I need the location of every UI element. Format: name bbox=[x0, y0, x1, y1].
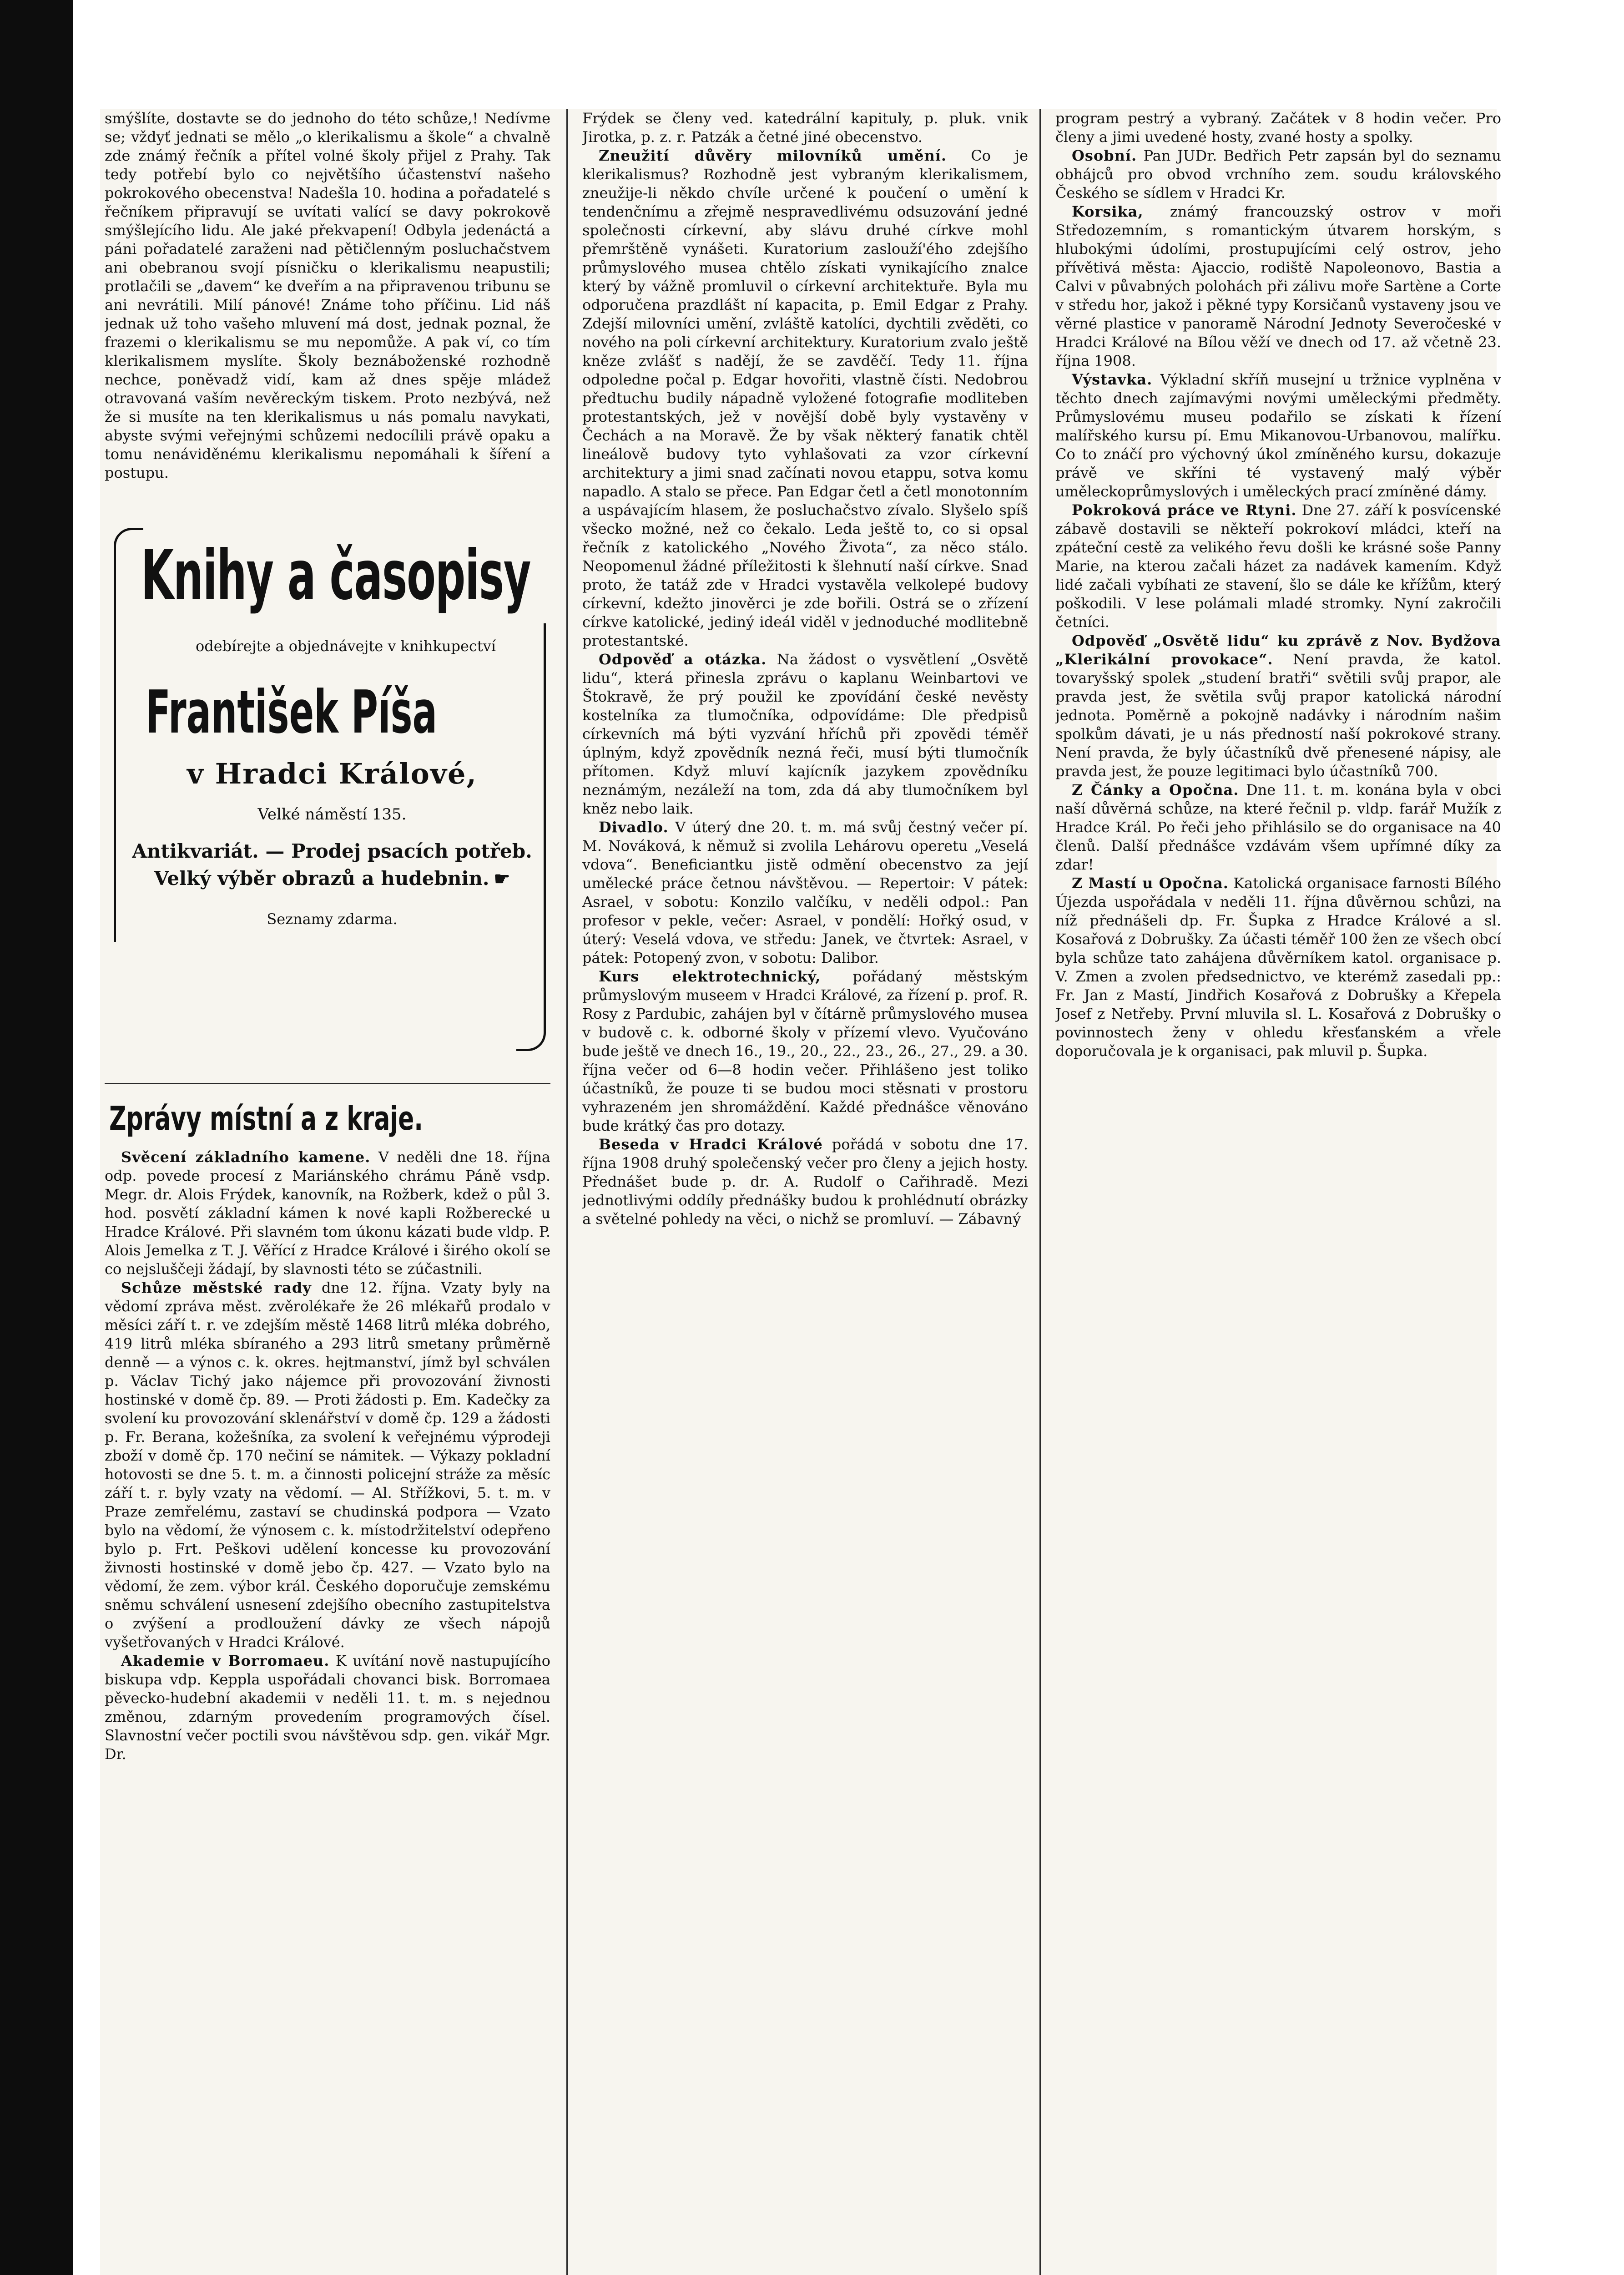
news-item bbox=[582, 147, 1028, 650]
news-item bbox=[105, 1652, 550, 1764]
news-item-lead: Zneužití důvěry milovníků umění. bbox=[599, 147, 947, 164]
news-item bbox=[1055, 874, 1501, 1061]
news-item bbox=[1055, 781, 1501, 874]
news-item-text: Na žádost o vysvětlení „Osvětě lidu“, která přinesla zprávu o kaplanu Weinbartovi ve Štokravě, že prý použil ke zpovídání české nevěsty kostelníka za tlumočníka, odpovídáme: Dle předpisů církevních má býti vyzvání hříchů při zpovědi téměř úplným, když zpovědník nezná řeči, musí býti tlumočník přítomen. Když mluví kajícník jazykem zpovědníku neznámým, nezáleží na tom, zda dá aby tlumočníkem byl kněz nebo laik. bbox=[582, 651, 1028, 817]
news-item bbox=[105, 1148, 550, 1279]
news-item bbox=[105, 1279, 550, 1652]
news-item bbox=[1055, 202, 1501, 370]
news-item-lead: Z Mastí u Opočna. bbox=[1072, 875, 1229, 892]
news-item-text: známý francouzský ostrov v moři Středozemním, s romantickým útvarem horským, s hlubokými údolími, prostupujícími celý ostrov, jeho přívětivá města: Ajaccio, rodiště Napoleonovo, Bastia a Calvi v půvabných polohách při zálivu moře Sartène a Corte v středu hor, jakož i pěkné typy Korsičanů vystaveny jsou ve věrné plastice v panoramě Národní Jednoty Severočeské v Hradci Králové na Bílou věží ve dnech od 17. až včetně 23. října 1908. bbox=[1055, 203, 1501, 369]
news-item-text: Katolická organisace farnosti Bílého Újezda uspořádala v neděli 11. října důvěrnou schůzi, na níž přednášeli dp. Fr. Šupka z Hradce Králové a sl. Kosařová z Dobrušky. Za účasti téměř 100 žen ze všech obcí byla schůze tato zahájena důvěrníkem katol. organisace p. V. Zmen a zvolen předsednictvo, ve kterémž zasedali pp.: Fr. Jan z Mastí, Jindřich Kosařová z Dobrušky a Křepela Josef z Netřeby. První mluvila sl. L. Kosařová z Dobrušky o povinnostech ženy v ohledu křesťanském a vřele doporučovala je k organisaci, pak mluvil p. Šupka. bbox=[1055, 875, 1501, 1060]
news-item bbox=[1055, 632, 1501, 781]
news-item bbox=[1055, 147, 1501, 202]
news-item-text: Frýdek se členy ved. katedrální kapituly, p. pluk. vnik Jirotka, p. z. r. Patzák a četné jiné obecenstvo. bbox=[582, 110, 1028, 146]
news-item-lead: Výstavka. bbox=[1072, 371, 1153, 388]
news-item-lead: Z Čánky a Opočna. bbox=[1072, 781, 1239, 799]
news-item-text: dne 12. října. Vzaty byly na vědomí zpráva měst. zvěrolékaře že 26 mlékařů prodalo v měsíci září t. r. ve zdejším městě 1468 litrů mléka dobrého, 419 litrů mléka sbíraného a 293 litrů smetany průměrně denně — a výnos c. k. okres. hejtmanství, jímž byl schválen p. Václav Tichý jako nájemce při provozování živnosti hostinské v domě čp. 89. — Proti žádosti p. Em. Kadečky za svolení ku provozování sklenářství v domě čp. 129 a žádosti p. Fr. Berana, kožešníka, za svolení k veřejnému výprodeji zboží v domě čp. 170 nečiní se námitek. — Výkazy pokladní hotovosti se dne 5. t. m. a činnosti policejní stráže za měsíc září t. r. byly vzaty na vědomí. — Al. Střížkovi, 5. t. m. v Praze zemřelému, zastaví se chudinská podpora — Vzato bylo na vědomí, že výnosem c. k. místodržitelství odepřeno bylo p. Frt. Peškovi udělení koncesse ku provozování živnosti hostinské v domě jebo čp. 427. — Vzato bylo na vědomí, že zem. výbor král. Českého doporučuje zemskému sněmu schválení usnesení zdejšího obecního zastupitelstva o zvýšení a prodloužení dávky ze všech nápojů vyšetřovaných v Hradci Králové. bbox=[105, 1279, 550, 1651]
ad-corner-ornament bbox=[114, 528, 143, 557]
news-item-lead: Akademie v Borromaeu. bbox=[121, 1652, 330, 1669]
ad-corner-ornament bbox=[516, 1021, 546, 1051]
ad-city: v Hradci Králové, bbox=[187, 757, 477, 790]
news-item-text: Výkladní skříň musejní u tržnice vyplněna v těchto dnech zajímavými novými uměleckými předměty. Průmyslovému museu podařilo se získati k řízení malířského kursu pí. Emu Mikanovou-Urbanovou, malířku. Co to znáčí pro výchovný úkol zmíněného kursu, dokazuje právě ve skříni té vystavený malý výběr uměleckoprůmyslových i uměleckých prací zmíněné dámy. bbox=[1055, 371, 1501, 500]
section-title: Zprávy místní a z kraje. bbox=[109, 1099, 423, 1138]
news-item-lead: Pokroková práce ve Rtyni. bbox=[1072, 501, 1297, 519]
news-item-lead: Korsika, bbox=[1072, 203, 1144, 220]
news-item-lead: Schůze městské rady bbox=[121, 1279, 312, 1296]
column-1 bbox=[105, 109, 550, 2275]
news-item-lead: Beseda v Hradci Králové bbox=[599, 1136, 823, 1153]
ad-headline: Knihy a časopisy bbox=[141, 536, 531, 615]
news-item bbox=[1055, 501, 1501, 632]
ad-services-line: Antikvariát. — Prodej psacích potřeb. bbox=[132, 840, 532, 862]
news-item bbox=[582, 1135, 1028, 1228]
ad-bookseller-name: František Píša bbox=[146, 677, 437, 747]
news-item-lead: Divadlo. bbox=[599, 819, 669, 836]
scan-margin bbox=[0, 0, 73, 2275]
ad-address: Velké náměstí 135. bbox=[257, 805, 407, 824]
news-item bbox=[582, 818, 1028, 967]
news-item-lead: Osobní. bbox=[1072, 147, 1137, 164]
news-item-text: pořádá v sobotu dne 17. října 1908 druhý společenský večer pro členy a jejich hosty. Přednášet bude p. dr. A. Rudolf o Cařihradě. Mezi jednotlivými oddíly přednášky budou k prohlédnutí obrázky a světelné pohledy na věci, o nichž se promluví. — Zábavný bbox=[582, 1136, 1028, 1228]
column-3 bbox=[1055, 109, 1501, 2275]
ad-selection-line bbox=[132, 869, 532, 888]
news-item bbox=[582, 650, 1028, 818]
ad-subline: odebírejte a objednávejte v knihkupectví bbox=[195, 637, 496, 655]
news-item-lead: Kurs elektrotechnický, bbox=[599, 968, 821, 985]
section-divider bbox=[105, 1083, 550, 1084]
column-rule bbox=[1039, 109, 1041, 2275]
ad-border-left bbox=[114, 551, 116, 942]
news-item bbox=[582, 109, 1028, 147]
news-item-text: Co je klerikalismus? Rozhodně jest vybraným klerikalismem, zneužije-li někdo chvíle určené k poučení o umění k tendenčnímu a zřejmě nespravedlivému odsuzování jedné společnosti církevní, aby slávu druhé církve mohl přemrštěně vynášeti. Kuratorium zaslouží'ého zdejšího průmyslového musea chtělo získati vynikajícího znalce který by vážně promluvil o církevní architektuře. Byla mu odporučena prazdlášt ní kapacita, p. Emil Edgar z Prahy. Zdejší milovníci umění, zvláště katolíci, dychtili zvěděti, co nového na poli církevní architektury. Kuratorium zvalo ještě kněze zvlášť s nadějí, že se zavděčí. Tedy 11. října odpoledne počal p. Edgar hovořiti, vlastně čísti. Nedobrou předtuchu budily nápadně vyložené fotografie modliteben protestantských, jež v novější době byly vystavěny v Čechách a na Moravě. Že by však některý fanatik chtěl lineálově budovy tyto vyhlašovati za vzor církevní architektury a jimi snad začínati novou etappu, sotva komu napadlo. A stalo se přece. Pan Edgar četl a četl monotonním a uspávajícím hlasem, že posluchačstvo zívalo. Slyšelo spíš všecko možné, než co čekalo. Leda ještě to, co si opsal řečník z katolického „Nového Života“, za něco stálo. Neopomenul žádné příležitosti k šlehnutí naší církve. Snad proto, že tatáž zde v Hradci vystavěla velkolepé budovy církevní, kdežto jinověrci je zde bořili. Ostrá se o zřízení církve katolické, jediný ideál viděl v jednoduché modlitebně protestantské. bbox=[582, 147, 1028, 649]
news-item-text: Dne 27. září k posvícenské zábavě dostavili se někteří pokrokoví mládci, kteří na zpáteční cestě za velikého řevu došli ke krásné soše Panny Marie, na kterou začali házet za nadávek kamením. Když lidé začali vybíhati ze stavení, šlo se dále ke křížům, který poškodili. V lese polámali mladé stromky. Nyní zakročili četníci. bbox=[1055, 501, 1501, 631]
news-item-text: K uvítání nově nastupujícího biskupa vdp. Keppla uspořádali chovanci bisk. Borromaea pěvecko-hudební akademii v neděli 11. t. m. s nejednou změnou, zdarným provedením programových čísel. Slavnostní večer poctili svou návštěvou sdp. gen. vikář Mgr. Dr. bbox=[105, 1652, 550, 1763]
news-item-text: V úterý dne 20. t. m. má svůj čestný večer pí. M. Nováková, k němuž si zvolila Lehárovu operetu „Veselá vdova“. Beneficiantku jistě odmění obecenstvo za její umělecké práce četnou návštěvou. — Repertoir: V pátek: Asrael, v sobotu: Konzilo valčíku, v neděli odpol.: Pan profesor v pekle, večer: Asrael, v pondělí: Hořký osud, v úterý: Veselá vdova, ve středu: Janek, ve čtvrtek: Asrael, v pátek: Potopený zvon, v sobotu: Dalibor. bbox=[582, 819, 1028, 966]
news-item bbox=[1055, 370, 1501, 501]
news-item-text: program pestrý a vybraný. Začátek v 8 hodin večer. Pro členy a jimi uvedené hosty, zvané hosty a spolky. bbox=[1055, 110, 1501, 146]
news-item-lead: Odpověď a otázka. bbox=[599, 651, 767, 668]
column-2 bbox=[582, 109, 1028, 2275]
column-rule bbox=[566, 109, 568, 2275]
pointing-hand-icon: ☛ bbox=[494, 868, 510, 890]
ad-note: Seznamy zdarma. bbox=[267, 910, 398, 928]
bookshop-advertisement bbox=[105, 510, 550, 1078]
news-item-text: Není pravda, že katol. tovaryšský spolek „studení bratři“ světili svůj prapor, ale pravda jest, že světila svůj prapor katolická národní jednota. Poměrně a pokojně nadávky i národním našim spolkům dávati, je u nás předností naší pokrokové strany. Není pravda, že byly účastníků dvě přenesené nápisy, ale pravda jest, že pouze legitimaci bylo účastníků 700. bbox=[1055, 651, 1501, 780]
news-item bbox=[1055, 109, 1501, 147]
news-item-text: pořádaný městským průmyslovým museem v Hradci Králové, za řízení p. prof. R. Rosy z Pardubic, zahájen byl v čítárně průmyslového musea v budově c. k. odborné školy v přízemí vlevo. Vyučováno bude ještě ve dnech 16., 19., 20., 22., 23., 26., 27., 29. a 30. října večer od 6—8 hodin večer. Přihlášeno jest toliko účastníků, že pouze ti se budou moci stěsnati v prostoru vyhrazeném jen shromáždění. Každé přednášce věnováno bude krátký čas pro dotazy. bbox=[582, 968, 1028, 1134]
news-item-lead: Svěcení základního kamene. bbox=[121, 1148, 371, 1166]
ad-selection-text: Velký výběr obrazů a hudebnin. bbox=[154, 867, 489, 890]
ad-border-right bbox=[544, 623, 546, 1024]
newspaper-page bbox=[100, 109, 1501, 2275]
news-item bbox=[582, 967, 1028, 1135]
news-item-text: Dne 11. t. m. konána byla v obci naší důvěrná schůze, na které řečnil p. vldp. farář Mužík z Hradce Král. Po řeči jeho přihlásilo se do organisace na 40 členů. Další přednášce vzdávám všem upřímné díky za zdar! bbox=[1055, 781, 1501, 873]
news-item-lead: Odpověď „Osvětě lidu“ ku zprávě z Nov. Bydžova „Klerikální provokace“. bbox=[1055, 632, 1501, 668]
news-item-text: Pan JUDr. Bedřich Petr zapsán byl do seznamu obhájců pro obvod vrchního zem. soudu královského Českého se sídlem v Hradci Kr. bbox=[1055, 147, 1501, 202]
column-1-intro: smýšlíte, dostavte se do jednoho do této schůze,! Nedívme se; vždyť jednati se mělo „o klerikalismu a škole“ a chvalně zde známý řečník a přítel volné školy přijel z Prahy. Tak tedy potřebí bylo co největšího účastenství našeho pokrokového obecenstva! Nadešla 10. hodina a pořadatelé s řečníkem připravují se uvítati valící se davy pokrokově smýšlejícího lidu. Ale jaké překvapení! Odbyla jedenáctá a páni pořadatelé zaraženi nad pětičlenným posluchačstvem ani obebranou svojí písničku o klerikalismu neapustili; protlačili se „davem“ ke dveřím a na připravenou tribunu se ani nevrátili. Milí pánové! Známe toho příčinu. Lid náš jednak už toho vašeho mluvení má dost, jednak poznal, že frazemi o klerikalismu se mu nepomůže. A pak ví, co tím klerikalismem myslíte. Školy beznáboženské rozhodně nechce, poněvadž vidí, kam až dnes spěje mládež otravovaná vaším nevěreckým tiskem. Proto nezbývá, než že si musíte na ten klerikalismus u nás pomalu navykati, abyste svými veřejnými schůzemi nedocílili právě opaku a tomu nenáviděnému klerikalismu nepomáhali k šíření a postupu. bbox=[105, 110, 550, 481]
news-item-text: V neděli dne 18. října odp. povede procesí z Mariánského chrámu Páně vsdp. Megr. dr. Alois Frýdek, kanovník, na Rožberk, kdež o půl 3. hod. posvětí základní kámen k nové kapli Rožberecké u Hradce Králové. Při slavném tom úkonu kázati bude vldp. P. Alois Jemelka z T. J. Věřící z Hradce Králové i širého okolí se co nejsluščeji žádají, by slavnosti této se zúčastnili. bbox=[105, 1148, 550, 1278]
